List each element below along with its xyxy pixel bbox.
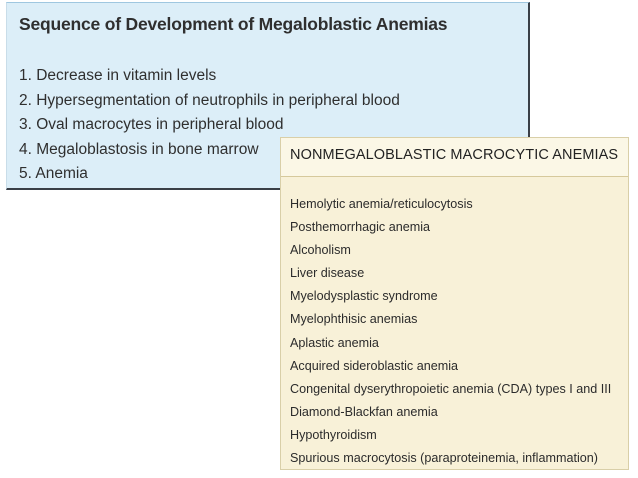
sequence-item: 3. Oval macrocytes in peripheral blood xyxy=(19,116,284,133)
sequence-item: 4. Megaloblastosis in bone marrow xyxy=(19,140,259,158)
nonmegaloblastic-list xyxy=(290,193,611,470)
list-item: Aplastic anemia xyxy=(290,335,379,350)
nonmegaloblastic-box xyxy=(280,137,629,470)
list-item: Posthemorrhagic anemia xyxy=(290,220,431,235)
list-item: Hemolytic anemia/reticulocytosis xyxy=(290,197,473,211)
list-item: Congenital dyserythropoietic anemia (CDA) types I and III xyxy=(290,381,612,396)
list-item: Liver disease xyxy=(290,266,365,281)
sequence-item: 5. Anemia xyxy=(19,165,88,182)
sequence-item: 1. Decrease in vitamin levels xyxy=(19,67,217,84)
sequence-title: Sequence of Development of Megaloblastic Anemias xyxy=(19,14,448,34)
nonmegaloblastic-header xyxy=(281,138,628,177)
list-item: Myelodysplastic syndrome xyxy=(290,289,438,304)
list-item: Acquired sideroblastic anemia xyxy=(290,358,459,373)
list-item: Alcoholism xyxy=(290,243,351,258)
list-item: Spurious macrocytosis (paraproteinemia, inflammation) xyxy=(290,451,598,466)
sequence-item: 2. Hypersegmentation of neutrophils in peripheral blood xyxy=(19,91,400,109)
list-item: Hypothyroidism xyxy=(290,427,377,442)
list-item: Diamond-Blackfan anemia xyxy=(290,404,438,419)
list-item: Myelophthisic anemias xyxy=(290,312,418,327)
nonmegaloblastic-title: NONMEGALOBLASTIC MACROCYTIC ANEMIAS xyxy=(290,147,619,163)
